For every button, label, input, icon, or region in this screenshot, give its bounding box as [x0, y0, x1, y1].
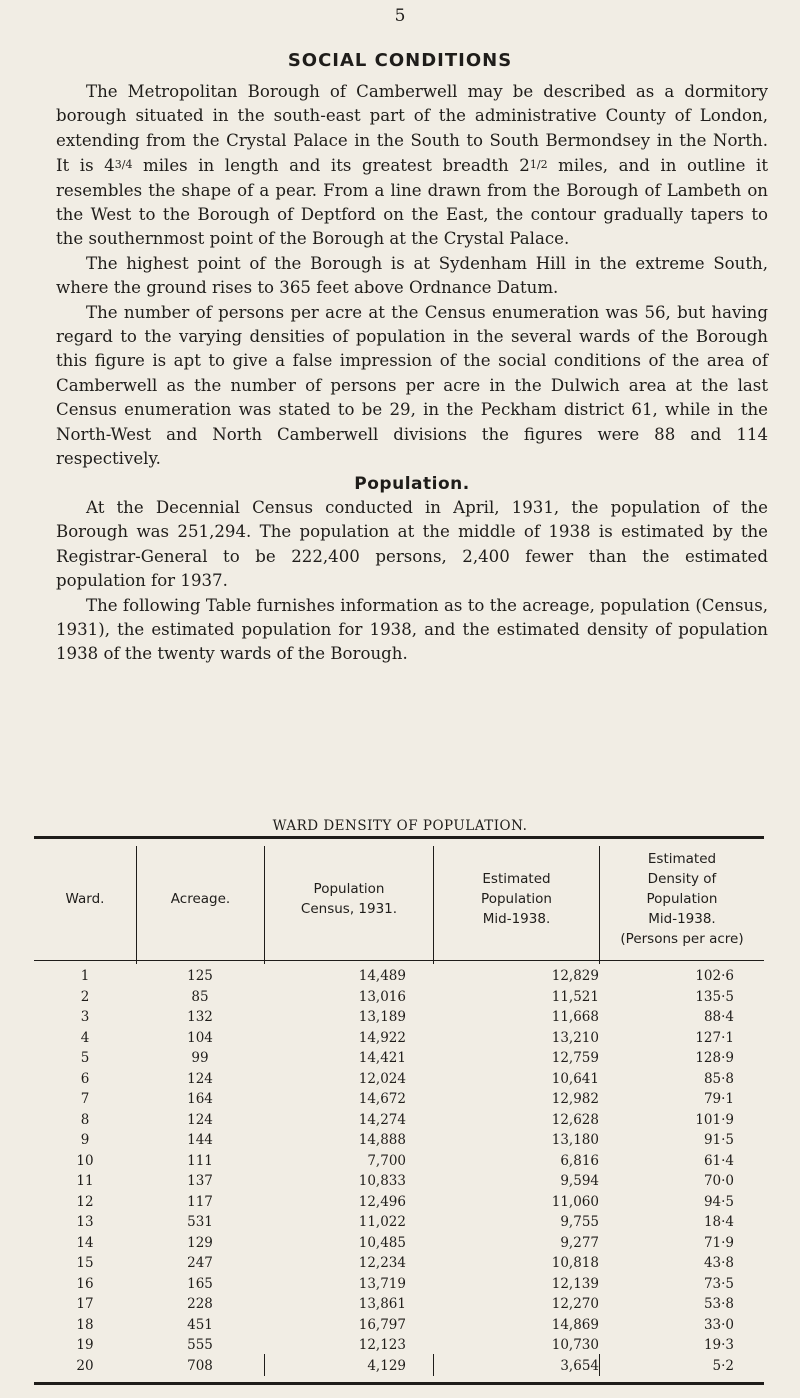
cell-ward: 10	[76, 1152, 94, 1169]
header-label: Census, 1931.	[300, 901, 398, 917]
cell-population-1931: 13,861	[358, 1296, 406, 1312]
cell-ward: 6	[80, 1070, 90, 1087]
body-text	[56, 80, 768, 667]
cell-density-1938: 70·0	[703, 1173, 734, 1189]
cell-density-1938: 135·5	[695, 988, 734, 1005]
table-bottom-rule	[34, 1382, 764, 1385]
cell-density-1938: 88·4	[703, 1009, 734, 1025]
cell-population-1931: 14,922	[358, 1029, 406, 1046]
cell-ward: 4	[80, 1029, 90, 1046]
cell-density-1938: 128·9	[695, 1050, 734, 1066]
table-row	[34, 1007, 764, 1028]
cell-estimated-1938: 13,210	[551, 1029, 599, 1046]
cell-estimated-1938: 12,759	[551, 1050, 599, 1066]
cell-population-1931: 12,123	[358, 1337, 406, 1353]
cell-ward: 17	[76, 1296, 94, 1312]
cell-ward: 1	[80, 968, 90, 984]
table-row	[34, 966, 764, 987]
cell-acreage: 111	[187, 1152, 213, 1169]
cell-ward: 11	[76, 1173, 94, 1189]
table-row	[34, 1110, 764, 1131]
page-title: SOCIAL CONDITIONS	[287, 50, 513, 71]
header-label: Population	[313, 881, 385, 897]
cell-estimated-1938: 3,654	[560, 1357, 599, 1374]
paragraph-text: miles, and in outline it resembles the shape of a pear. From a line drawn from the Borough of Lambeth on the West to the Borough of Deptford on the East, the contour gradually tapers to the southernmost point of the Borough at the Crystal Palace.	[56, 156, 768, 249]
table-row	[34, 1274, 764, 1295]
table-row	[34, 1233, 764, 1254]
cell-estimated-1938: 9,755	[560, 1214, 599, 1230]
cell-estimated-1938: 12,628	[551, 1111, 599, 1128]
cell-ward: 19	[76, 1337, 94, 1353]
cell-population-1931: 16,797	[358, 1316, 406, 1333]
cell-density-1938: 43·8	[703, 1255, 734, 1271]
cell-estimated-1938: 10,730	[551, 1337, 599, 1353]
header-label: (Persons per acre)	[620, 931, 744, 947]
cell-density-1938: 94·5	[703, 1193, 734, 1210]
cell-density-1938: 91·5	[703, 1132, 734, 1148]
cell-acreage: 117	[187, 1193, 213, 1210]
cell-ward: 13	[76, 1214, 94, 1230]
cell-population-1931: 12,024	[358, 1070, 406, 1087]
cell-ward: 8	[80, 1111, 90, 1128]
cell-acreage: 247	[187, 1255, 213, 1271]
table-body	[34, 966, 764, 1376]
header-label: Population	[646, 891, 718, 907]
table-row	[34, 1130, 764, 1151]
cell-ward: 2	[80, 988, 90, 1005]
cell-estimated-1938: 12,270	[551, 1296, 599, 1312]
cell-population-1931: 10,833	[358, 1173, 406, 1189]
cell-density-1938: 102·6	[695, 968, 734, 984]
table-row	[34, 1315, 764, 1336]
cell-ward: 3	[80, 1009, 90, 1025]
section-heading-population: Population.	[354, 473, 470, 494]
cell-estimated-1938: 14,869	[551, 1316, 599, 1333]
table-row	[34, 1048, 764, 1069]
cell-population-1931: 14,274	[358, 1111, 406, 1128]
table-row	[34, 1356, 764, 1377]
cell-acreage: 129	[187, 1234, 213, 1251]
fraction: 1/2	[529, 158, 548, 172]
header-label: Estimated	[482, 871, 551, 887]
cell-acreage: 451	[187, 1316, 213, 1333]
table-header-rule	[34, 960, 764, 961]
cell-acreage: 531	[187, 1214, 213, 1230]
table-row	[34, 1151, 764, 1172]
paragraph-location	[56, 80, 768, 252]
cell-acreage: 104	[187, 1029, 213, 1046]
header-population-1931	[265, 840, 433, 958]
cell-acreage: 85	[191, 988, 209, 1005]
cell-density-1938: 18·4	[703, 1214, 734, 1230]
cell-acreage: 137	[187, 1173, 213, 1189]
cell-ward: 9	[80, 1132, 90, 1148]
header-label: Mid-1938.	[648, 911, 716, 927]
table-row	[34, 1335, 764, 1356]
cell-acreage: 144	[187, 1132, 213, 1148]
table-title: WARD DENSITY OF POPULATION.	[272, 818, 528, 834]
fraction: 3/4	[114, 158, 133, 172]
cell-population-1931: 7,700	[367, 1152, 406, 1169]
table-row	[34, 1294, 764, 1315]
table-row	[34, 1192, 764, 1213]
paragraph-text: The Metropolitan Borough of Camberwell may be described as a dormitory borough situated in the south-east part of the administrative County of London, extending from the Crystal Palace in the South to South Bermondsey in the North. It is 4	[56, 82, 768, 176]
cell-population-1931: 14,421	[358, 1050, 406, 1066]
header-label: Mid-1938.	[482, 911, 551, 927]
cell-estimated-1938: 9,277	[560, 1234, 599, 1251]
table-row	[34, 1212, 764, 1233]
cell-estimated-1938: 12,139	[551, 1275, 599, 1292]
table-row	[34, 1171, 764, 1192]
cell-ward: 7	[80, 1091, 90, 1107]
cell-estimated-1938: 11,060	[551, 1193, 599, 1210]
header-acreage	[137, 840, 264, 958]
header-ward	[34, 840, 136, 958]
cell-population-1931: 11,022	[358, 1214, 406, 1230]
cell-ward: 5	[80, 1050, 90, 1066]
cell-density-1938: 53·8	[703, 1296, 734, 1312]
cell-estimated-1938: 11,668	[551, 1009, 599, 1025]
table-row	[34, 1028, 764, 1049]
cell-density-1938: 79·1	[703, 1091, 734, 1107]
cell-acreage: 99	[191, 1050, 209, 1066]
cell-estimated-1938: 9,594	[560, 1173, 599, 1189]
cell-acreage: 132	[187, 1009, 213, 1025]
cell-population-1931: 14,888	[358, 1132, 406, 1148]
cell-ward: 15	[76, 1255, 94, 1271]
cell-estimated-1938: 10,641	[551, 1070, 599, 1087]
cell-density-1938: 33·0	[703, 1316, 734, 1333]
paragraph-density: The number of persons per acre at the Census enumeration was 56, but having regard to the varying densities of population in the several wards of the Borough this figure is apt to give a false impression of the social conditions of the area of Camberwell as the number of persons per acre in the Dulwich area at the last Census enumeration was stated to be 29, in the Peckham district 61, while in the North-West and North Camberwell divisions the figures were 88 and 114 respectively.	[56, 302, 768, 469]
cell-ward: 14	[76, 1234, 94, 1251]
cell-density-1938: 101·9	[695, 1111, 734, 1128]
cell-estimated-1938: 6,816	[560, 1152, 599, 1169]
cell-density-1938: 61·4	[703, 1152, 734, 1169]
cell-acreage: 228	[187, 1296, 213, 1312]
cell-acreage: 555	[187, 1337, 213, 1353]
cell-ward: 16	[76, 1275, 94, 1292]
cell-population-1931: 12,234	[358, 1255, 406, 1271]
cell-ward: 12	[76, 1193, 94, 1210]
paragraph-text: miles in length and its greatest breadth 2	[132, 156, 530, 176]
cell-population-1931: 13,719	[358, 1275, 406, 1292]
header-label: Estimated	[647, 851, 717, 867]
cell-density-1938: 19·3	[703, 1337, 734, 1353]
cell-acreage: 124	[187, 1070, 213, 1087]
cell-population-1931: 13,189	[358, 1009, 406, 1025]
cell-density-1938: 71·9	[703, 1234, 734, 1251]
cell-population-1931: 4,129	[367, 1357, 406, 1374]
cell-acreage: 164	[187, 1091, 213, 1107]
header-label: Ward.	[65, 891, 105, 907]
cell-population-1931: 14,672	[358, 1091, 406, 1107]
cell-ward: 18	[76, 1316, 94, 1333]
table-row	[34, 1089, 764, 1110]
header-label: Acreage.	[170, 891, 231, 907]
cell-population-1931: 14,489	[358, 968, 406, 984]
cell-estimated-1938: 10,818	[551, 1255, 599, 1271]
header-label: Density of	[647, 871, 717, 887]
header-label: Population	[481, 891, 552, 907]
table-row	[34, 987, 764, 1008]
cell-estimated-1938: 11,521	[551, 988, 599, 1005]
cell-density-1938: 85·8	[703, 1070, 734, 1087]
cell-estimated-1938: 12,829	[551, 968, 599, 984]
cell-acreage: 165	[187, 1275, 213, 1292]
header-estimated-population	[434, 840, 599, 958]
paragraph-table-intro: The following Table furnishes information as to the acreage, population (Census, 1931), the estimated population for 1938, and the estimated density of population 1938 of the twenty wards of the Borough.	[56, 595, 768, 664]
table-top-rule	[34, 836, 764, 839]
cell-ward: 20	[76, 1357, 94, 1374]
table-row	[34, 1069, 764, 1090]
cell-population-1931: 10,485	[358, 1234, 406, 1251]
cell-density-1938: 5·2	[712, 1357, 734, 1374]
cell-estimated-1938: 12,982	[551, 1091, 599, 1107]
paragraph-highest-point: The highest point of the Borough is at Sydenham Hill in the extreme South, where the ground rises to 365 feet above Ordnance Datum.	[56, 253, 768, 298]
cell-estimated-1938: 13,180	[551, 1132, 599, 1148]
cell-acreage: 125	[187, 968, 213, 984]
cell-density-1938: 127·1	[695, 1029, 734, 1046]
cell-acreage: 124	[187, 1111, 213, 1128]
header-estimated-density	[600, 840, 764, 958]
cell-population-1931: 12,496	[358, 1193, 406, 1210]
cell-density-1938: 73·5	[703, 1275, 734, 1292]
paragraph-census: At the Decennial Census conducted in April, 1931, the population of the Borough was 251,294. The population at the middle of 1938 is estimated by the Registrar-General to be 222,400 persons, 2,400 fewer than the estimated population for 1937.	[56, 497, 768, 591]
page-number: 5	[394, 6, 406, 26]
cell-population-1931: 13,016	[358, 988, 406, 1005]
cell-acreage: 708	[187, 1357, 213, 1374]
table-row	[34, 1253, 764, 1274]
